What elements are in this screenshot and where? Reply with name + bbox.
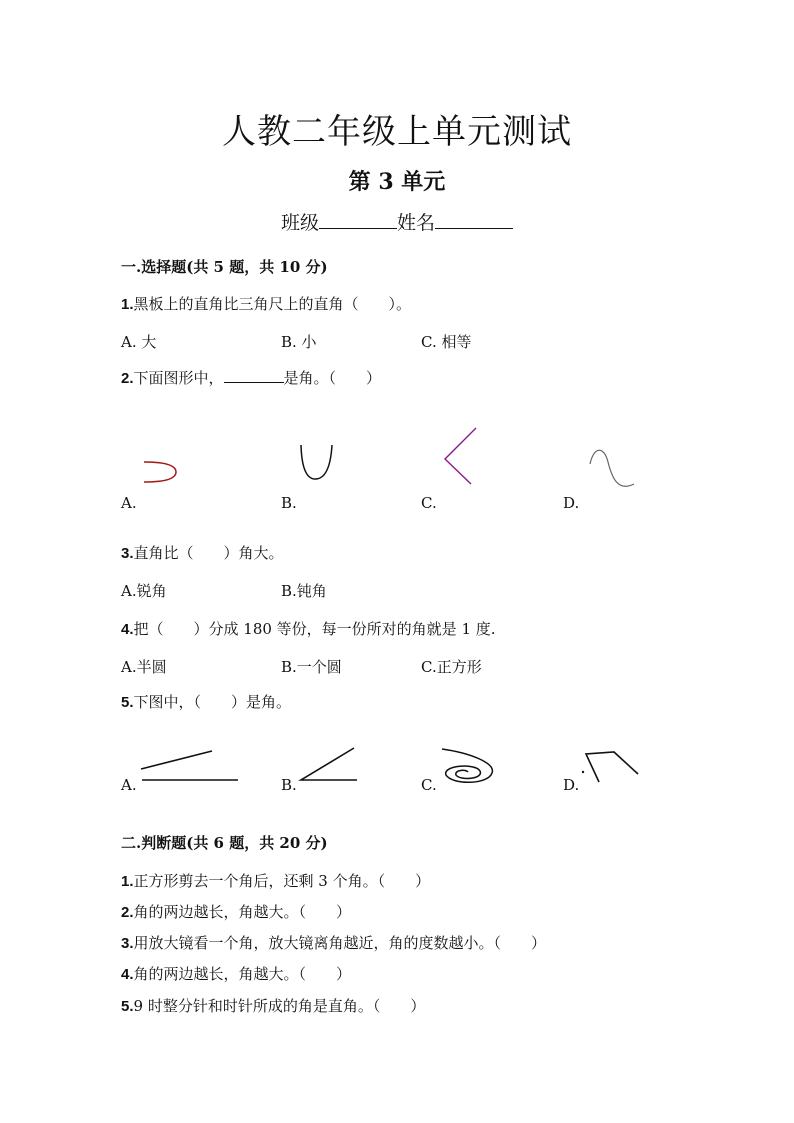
- option-a[interactable]: A.: [121, 776, 137, 794]
- wave-curve-shape: [590, 450, 634, 486]
- option-b[interactable]: B.钝角: [281, 582, 327, 600]
- unit-subtitle: 第 3 单元: [348, 169, 446, 195]
- question-text-a: 下面图形中，: [133, 369, 224, 387]
- question-number: 1.: [121, 296, 134, 313]
- option-b[interactable]: B.一个圆: [281, 658, 342, 676]
- section-1-heading: 一.选择题(共 5 题，共 10 分): [121, 258, 328, 276]
- question-1-3: [121, 542, 284, 563]
- option-c[interactable]: C.: [421, 776, 437, 794]
- question-1-4: [121, 618, 496, 639]
- question-number: 1.: [121, 873, 134, 890]
- figure-angle-c: [438, 424, 488, 488]
- dot-mark: [582, 771, 584, 773]
- figure-spiral-c: [436, 743, 500, 789]
- figure-angle-b: [296, 744, 360, 784]
- question-text: 角的两边越长，角越大。（ ）: [133, 903, 352, 921]
- figure-open-curve-a: [130, 450, 190, 490]
- question-number: 5.: [121, 694, 134, 711]
- judgment-item-2: [121, 901, 351, 922]
- judgment-item-1: [121, 870, 430, 891]
- page-title: 人教二年级上单元测试: [222, 112, 572, 152]
- question-text: 用放大镜看一个角，放大镜离角越近，角的度数越小。（ ）: [133, 934, 547, 952]
- name-label: 姓名: [397, 212, 436, 234]
- question-number: 2.: [121, 370, 134, 387]
- question-1-1: [121, 293, 411, 314]
- option-d[interactable]: D.: [563, 776, 580, 794]
- option-c[interactable]: C.: [421, 494, 437, 512]
- question-number: 3.: [121, 545, 134, 562]
- question-1-2: [121, 367, 381, 388]
- question-text: 把（ ）分成 180 等份，每一份所对的角就是 1 度.: [133, 620, 496, 638]
- figure-wave-d: [582, 444, 642, 494]
- figure-u-curve-b: [292, 440, 342, 485]
- option-d[interactable]: D.: [563, 494, 580, 512]
- question-1-5: [121, 691, 291, 712]
- option-b[interactable]: B.: [281, 776, 297, 794]
- question-number: 4.: [121, 966, 134, 983]
- section-2-heading: 二.判断题(共 6 题，共 20 分): [121, 834, 328, 852]
- judgment-item-3: [121, 932, 546, 953]
- answer-blank[interactable]: [224, 368, 284, 383]
- judgment-item-5: [121, 995, 425, 1016]
- option-c[interactable]: C. 相等: [421, 333, 472, 351]
- question-number: 5.: [121, 998, 134, 1015]
- question-text: 角的两边越长，角越大。（ ）: [133, 965, 352, 983]
- question-text: 下图中，（ ）是角。: [133, 693, 292, 711]
- option-b[interactable]: B. 小: [281, 333, 317, 351]
- option-a[interactable]: A.锐角: [121, 582, 167, 600]
- question-number: 4.: [121, 621, 134, 638]
- question-text: 黑板上的直角比三角尺上的直角（ ）。: [133, 295, 412, 313]
- figure-open-angle-d: [574, 746, 644, 788]
- class-label: 班级: [280, 212, 319, 234]
- option-c[interactable]: C.正方形: [421, 658, 482, 676]
- upper-line-shape: [141, 751, 212, 769]
- u-curve-shape: [301, 445, 332, 479]
- angle-shape: [301, 748, 357, 780]
- option-b[interactable]: B.: [281, 494, 297, 512]
- spiral-shape: [442, 749, 492, 782]
- question-text: 正方形剪去一个角后，还剩 3 个角。（ ）: [133, 872, 431, 890]
- figure-two-lines-a: [136, 744, 246, 784]
- purple-angle-shape: [445, 428, 476, 484]
- option-a[interactable]: A. 大: [121, 333, 157, 351]
- judgment-item-4: [121, 963, 351, 984]
- option-a[interactable]: A.半圆: [121, 658, 167, 676]
- option-a[interactable]: A.: [121, 494, 137, 512]
- question-text: 9 时整分针和时针所成的角是直角。（ ）: [133, 997, 426, 1015]
- question-number: 3.: [121, 935, 134, 952]
- angle-shape: [586, 752, 638, 782]
- class-name-line: [0, 208, 794, 235]
- class-blank[interactable]: [319, 210, 397, 229]
- name-blank[interactable]: [435, 210, 513, 229]
- question-text-b: 是角。（ ）: [283, 369, 382, 387]
- question-text: 直角比（ ）角大。: [133, 544, 284, 562]
- question-number: 2.: [121, 904, 134, 921]
- red-curve-shape: [144, 462, 176, 482]
